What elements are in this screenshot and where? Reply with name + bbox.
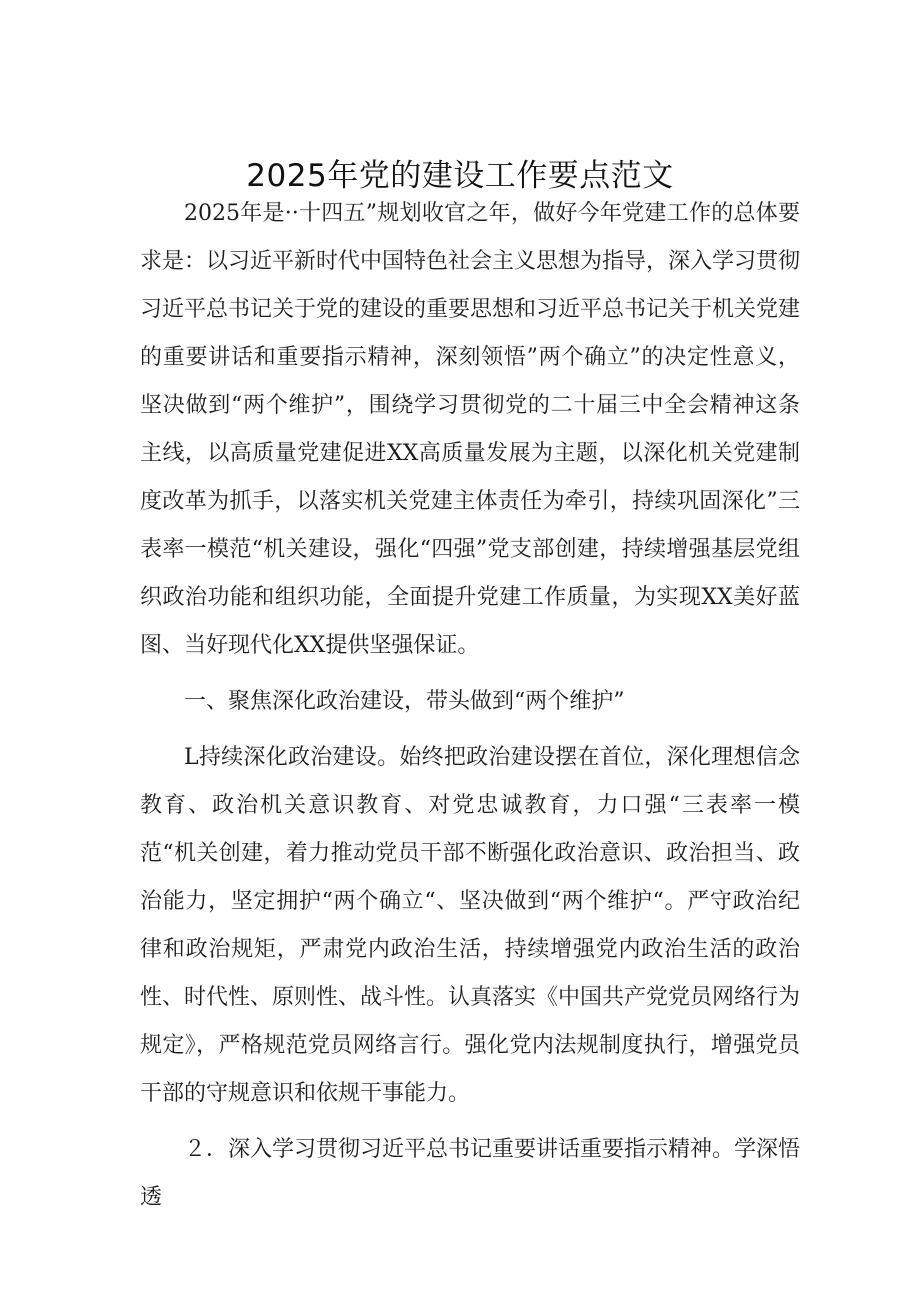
paragraph-item-1: L持续深化政治建设。始终把政治建设摆在首位，深化理想信念教育、政治机关意识教育、对党忠诚教育，力口强“三表率一模范“机关创建，着力推动党员干部不断强化政治意识、政治担当、政治能力，坚定拥护“两个确立“、坚决做到“两个维护“。严守政治纪律和政治规矩，严肃党内政治生活，持续增强党内政治生活的政治性、时代性、原则性、战斗性。认真落实《中国共产党党员网络行为规定》，严格规范党员网络言行。强化党内法规制度执行，增强党员干部的守规意识和依规干事能力。 <box>140 745 801 1106</box>
paragraph-item-2: ２．深入学习贯彻习近平总书记重要讲话重要指示精神。学深悟透 <box>140 1137 801 1210</box>
document-body <box>140 190 800 1222</box>
section-heading-1: 一、聚焦深化政治建设，带头做到“两个维护” <box>184 689 625 714</box>
document-title: 2025年党的建设工作要点范文 <box>246 158 674 194</box>
paragraph-intro: 2025年是··十四五”规划收官之年，做好今年党建工作的总体要求是：以习近平新时代中国特色社会主义思想为指导，深入学习贯彻习近平总书记关于党的建设的重要思想和习近平总书记关于机关党建的重要讲话和重要指示精神，深刻领悟”两个确立”的决定性意义，坚决做到“两个维护”，围绕学习贯彻党的二十届三中全会精神这条主线，以高质量党建促进XX高质量发展为主题，以深化机关党建制度改革为抓手，以落实机关党建主体责任为牵引，持续巩固深化”三表率一模范“机关建设，强化“四强”党支部创建，持续增强基层党组织政治功能和组织功能，全面提升党建工作质量，为实现XX美好蓝图、当好现代化XX提供坚强保证。 <box>140 201 801 658</box>
